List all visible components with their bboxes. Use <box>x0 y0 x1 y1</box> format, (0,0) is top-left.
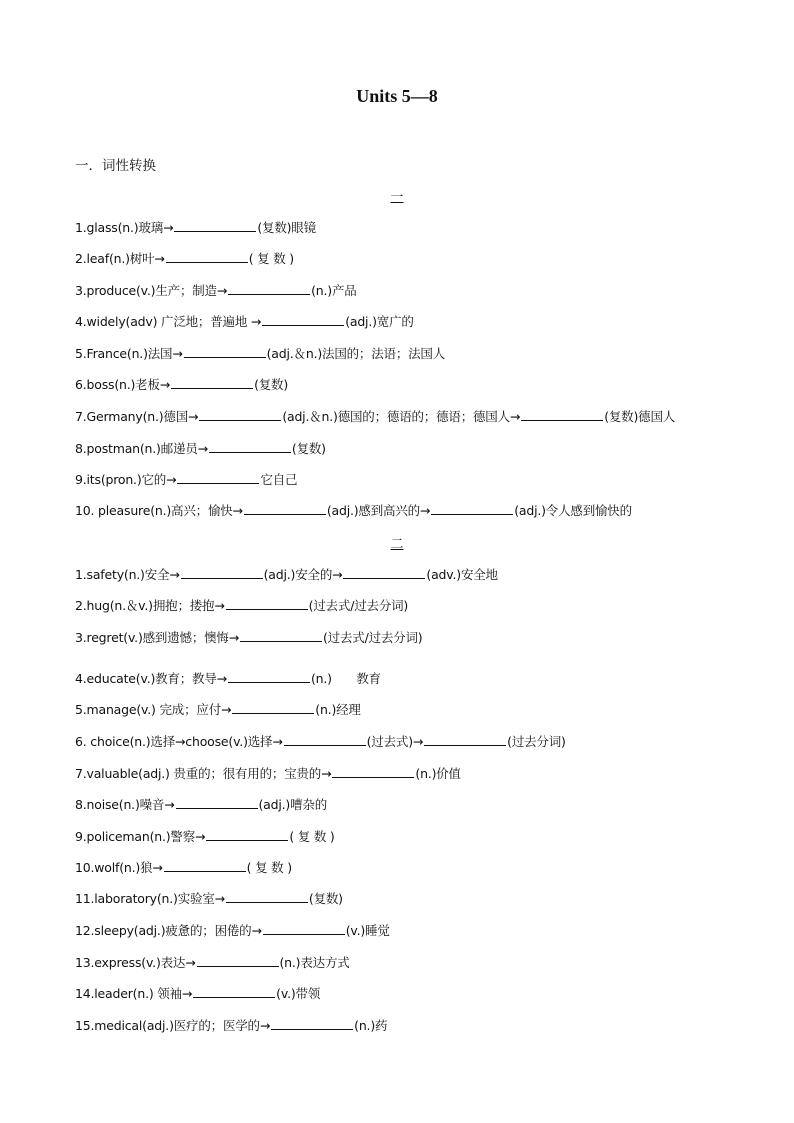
item-text: (adj.＆n.)法国的；法语；法国人 <box>266 346 446 361</box>
answer-blank[interactable] <box>181 566 263 579</box>
item-text: (v.)睡觉 <box>345 923 390 938</box>
exercise-item <box>75 313 414 330</box>
exercise-item <box>75 250 294 267</box>
item-text: ( 复 数 ) <box>248 251 294 266</box>
item-text: 6.boss(n.)老板→ <box>75 377 171 392</box>
answer-blank[interactable] <box>174 219 256 232</box>
exercise-item <box>75 890 343 907</box>
item-text: 2.hug(n.＆v.)拥抱；搂抱→ <box>75 598 225 613</box>
item-text: (adj.)令人感到愉快的 <box>514 503 632 518</box>
item-text: 5.France(n.)法国→ <box>75 346 183 361</box>
item-text: 15.medical(adj.)医疗的；医学的→ <box>75 1018 271 1033</box>
item-text: (n.)经理 <box>315 702 361 717</box>
answer-blank[interactable] <box>228 670 310 683</box>
item-text: 3.produce(v.)生产；制造→ <box>75 283 228 298</box>
item-text: (n.) 教育 <box>310 671 381 686</box>
item-text: (adj.)嘈杂的 <box>258 797 327 812</box>
answer-blank[interactable] <box>164 859 246 872</box>
item-text: 8.noise(n.)噪音→ <box>75 797 175 812</box>
answer-blank[interactable] <box>197 954 279 967</box>
exercise-item <box>75 597 408 614</box>
item-text: (过去分词) <box>507 734 566 749</box>
answer-blank[interactable] <box>226 890 308 903</box>
answer-blank[interactable] <box>193 985 275 998</box>
item-text: 9.its(pron.)它的→ <box>75 472 177 487</box>
exercise-item <box>75 985 320 1002</box>
answer-blank[interactable] <box>171 376 253 389</box>
item-text: (adj.＆n.)德国的；德语的；德语；德国人→ <box>282 409 521 424</box>
item-text: (n.)表达方式 <box>279 955 350 970</box>
exercise-item <box>75 954 350 971</box>
item-text: ( 复 数 ) <box>246 860 292 875</box>
answer-blank[interactable] <box>199 408 281 421</box>
answer-blank[interactable] <box>228 282 310 295</box>
answer-blank[interactable] <box>521 408 603 421</box>
item-text: 10. pleasure(n.)高兴；愉快→ <box>75 503 243 518</box>
item-text: (n.)药 <box>354 1018 388 1033</box>
item-text: 1.safety(n.)安全→ <box>75 567 180 582</box>
item-text: (过去式/过去分词) <box>308 598 409 613</box>
exercise-item <box>75 566 498 583</box>
item-text: 7.Germany(n.)德国→ <box>75 409 199 424</box>
exercise-item <box>75 859 292 876</box>
item-text: (过去式)→ <box>366 734 424 749</box>
exercise-item <box>75 408 675 425</box>
answer-blank[interactable] <box>284 733 366 746</box>
exercise-item <box>75 345 445 362</box>
item-text: 3.regret(v.)感到遗憾；懊悔→ <box>75 630 239 645</box>
exercise-item <box>75 701 361 718</box>
answer-blank[interactable] <box>176 796 258 809</box>
answer-blank[interactable] <box>263 922 345 935</box>
answer-blank[interactable] <box>232 701 314 714</box>
item-text: 6. choice(n.)选择→choose(v.)选择→ <box>75 734 283 749</box>
exercise-item <box>75 828 335 845</box>
exercise-item <box>75 1017 387 1034</box>
item-text: 4.educate(v.)教育；教导→ <box>75 671 227 686</box>
group-1-label: 一 <box>390 190 404 205</box>
group-2-label: 二 <box>390 537 404 552</box>
answer-blank[interactable] <box>431 502 513 515</box>
item-text: 14.leader(n.) 领袖→ <box>75 986 193 1001</box>
item-text: 5.manage(v.) 完成；应付→ <box>75 702 232 717</box>
item-text: 9.policeman(n.)警察→ <box>75 829 206 844</box>
answer-blank[interactable] <box>244 502 326 515</box>
item-text: 10.wolf(n.)狼→ <box>75 860 163 875</box>
item-text: ( 复 数 ) <box>289 829 335 844</box>
answer-blank[interactable] <box>332 765 414 778</box>
exercise-item <box>75 502 632 519</box>
exercise-item <box>75 765 461 782</box>
answer-blank[interactable] <box>206 828 288 841</box>
exercise-item <box>75 471 297 488</box>
item-text: (复数) <box>254 377 289 392</box>
page-title: Units 5—8 <box>356 86 438 106</box>
item-text: (adv.)安全地 <box>426 567 498 582</box>
exercise-item <box>75 376 288 393</box>
answer-blank[interactable] <box>271 1017 353 1030</box>
item-text: 2.leaf(n.)树叶→ <box>75 251 165 266</box>
item-text: (过去式/过去分词) <box>323 630 423 645</box>
item-text: (adj.)宽广的 <box>345 314 414 329</box>
exercise-item <box>75 219 316 236</box>
item-text: 1.glass(n.)玻璃→ <box>75 220 174 235</box>
item-text: (v.)带领 <box>276 986 321 1001</box>
answer-blank[interactable] <box>240 629 322 642</box>
item-text: (复数) <box>308 891 343 906</box>
exercise-item <box>75 440 326 457</box>
item-text: 13.express(v.)表达→ <box>75 955 196 970</box>
answer-blank[interactable] <box>262 313 344 326</box>
item-text: 它自己 <box>260 472 298 487</box>
section-heading: 一．词性转换 <box>75 158 156 174</box>
item-text: (复数)眼镜 <box>257 220 316 235</box>
answer-blank[interactable] <box>184 345 266 358</box>
answer-blank[interactable] <box>166 250 248 263</box>
answer-blank[interactable] <box>343 566 425 579</box>
item-text: (n.)产品 <box>311 283 357 298</box>
answer-blank[interactable] <box>177 471 259 484</box>
item-text: (复数)德国人 <box>604 409 676 424</box>
answer-blank[interactable] <box>209 440 291 453</box>
item-text: (n.)价值 <box>415 766 461 781</box>
item-text: 4.widely(adv) 广泛地；普遍地 → <box>75 314 262 329</box>
exercise-item <box>75 733 566 750</box>
exercise-item <box>75 282 357 299</box>
item-text: (adj.)安全的→ <box>263 567 343 582</box>
item-text: (复数) <box>291 441 326 456</box>
item-text: (adj.)感到高兴的→ <box>326 503 431 518</box>
item-text: 11.laboratory(n.)实验室→ <box>75 891 225 906</box>
exercise-item <box>75 922 390 939</box>
item-text: 12.sleepy(adj.)疲惫的；困倦的→ <box>75 923 262 938</box>
exercise-item <box>75 629 422 646</box>
answer-blank[interactable] <box>424 733 506 746</box>
item-text: 7.valuable(adj.) 贵重的；很有用的；宝贵的→ <box>75 766 332 781</box>
exercise-item <box>75 796 327 813</box>
exercise-item <box>75 670 381 687</box>
item-text: 8.postman(n.)邮递员→ <box>75 441 208 456</box>
answer-blank[interactable] <box>226 597 308 610</box>
